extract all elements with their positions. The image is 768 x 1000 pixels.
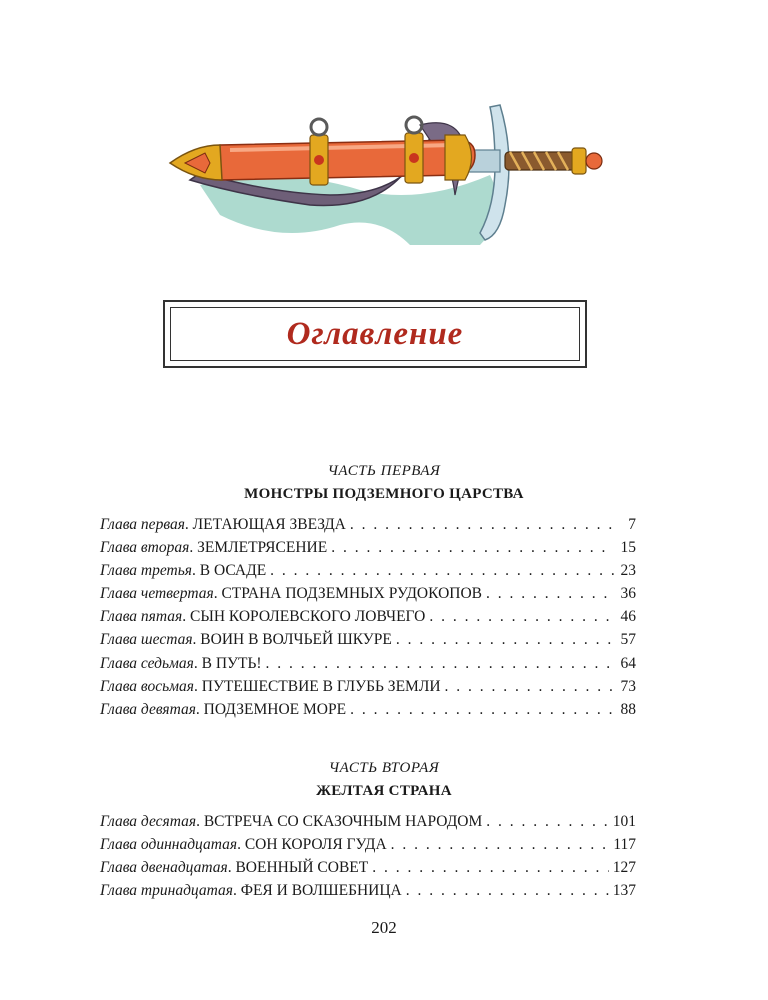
toc-entry[interactable]: Глава девятая . ПОДЗЕМНОЕ МОРЕ . . . 88 (100, 701, 636, 724)
pommel-cap (572, 148, 586, 174)
toc-entry[interactable]: Глава восьмая . ПУТЕШЕСТВИЕ В ГЛУБЬ ЗЕМЛИ . . . 73 (100, 678, 636, 701)
leader-dots (270, 562, 614, 580)
chapter-page: 117 (613, 836, 636, 854)
chapter-title: ЗЕМЛЕТРЯСЕНИЕ (197, 539, 328, 557)
chapter-title: СЫН КОРОЛЕВСКОГО ЛОВЧЕГО (189, 608, 426, 626)
leader-dots (486, 813, 608, 831)
chapter-title: ВСТРЕЧА СО СКАЗОЧНЫМ НАРОДОМ (203, 813, 483, 830)
chapter-title: ЛЕТАЮЩАЯ ЗВЕЗДА (192, 516, 346, 533)
chapter-page: 36 (620, 585, 636, 603)
chapter-title: В ПУТЬ! (201, 654, 262, 672)
chapter-prefix: Глава седьмая (100, 654, 194, 672)
part-1-title: МОНСТРЫ ПОДЗЕМНОГО ЦАРСТВА (244, 486, 524, 502)
leader-dots (331, 539, 614, 557)
page-number: 202 (371, 918, 397, 937)
leader-dots (486, 585, 614, 603)
title-frame (163, 300, 587, 368)
chapter-page: 127 (612, 859, 636, 877)
chapter-title: СОН КОРОЛЯ ГУДА (244, 836, 387, 854)
part-1-label: ЧАСТЬ ПЕРВАЯ (327, 463, 441, 479)
chapter-prefix: Глава одиннадцатая (100, 836, 238, 854)
page-title: Оглавление (286, 315, 464, 352)
chapter-prefix: Глава шестая (100, 631, 193, 649)
title-frame-inner (170, 307, 580, 361)
toc-part-2 (100, 813, 636, 905)
part-2-label: ЧАСТЬ ВТОРАЯ (328, 760, 440, 776)
chapter-prefix: Глава четвертая (100, 585, 214, 603)
toc-entry[interactable]: Глава четвертая . СТРАНА ПОДЗЕМНЫХ РУДОКОПОВ . . . 36 (100, 585, 636, 608)
toc-entry[interactable]: Глава седьмая . В ПУТЬ! . . . 64 (100, 655, 636, 678)
chapter-prefix: Глава первая (100, 516, 185, 533)
toc-part-1 (100, 516, 636, 724)
leader-dots (429, 608, 614, 626)
chapter-page: 137 (612, 882, 636, 900)
chapter-page: 57 (620, 631, 636, 649)
leader-dots (350, 516, 614, 534)
chapter-page: 64 (620, 654, 636, 672)
chapter-page: 23 (620, 562, 636, 580)
chapter-title: ВОИН В ВОЛЧЬЕЙ ШКУРЕ (200, 631, 392, 649)
chapter-prefix: Глава двенадцатая (100, 859, 228, 877)
toc-entry[interactable]: Глава третья . В ОСАДЕ . . . 23 (100, 562, 636, 585)
chapter-page: 101 (612, 813, 636, 830)
chapter-prefix: Глава десятая (100, 813, 197, 830)
toc-entry[interactable]: Глава вторая . ЗЕМЛЕТРЯСЕНИЕ . . . 15 (100, 539, 636, 562)
ring-1 (311, 119, 327, 135)
leader-dots (350, 701, 614, 719)
chapter-title: ФЕЯ И ВОЛШЕБНИЦА (240, 882, 402, 900)
chapter-prefix: Глава девятая (100, 700, 196, 718)
leader-dots (266, 655, 614, 673)
chapter-title: ПУТЕШЕСТВИЕ В ГЛУБЬ ЗЕМЛИ (201, 677, 441, 695)
chapter-title: ПОДЗЕМНОЕ МОРЕ (203, 700, 347, 718)
chapter-page: 46 (620, 608, 636, 626)
chapter-page: 88 (620, 700, 636, 718)
toc-entry[interactable]: Глава десятая . ВСТРЕЧА СО СКАЗОЧНЫМ НАРОДОМ . . . 101 (100, 813, 636, 836)
chapter-prefix: Глава пятая (100, 608, 183, 626)
chapter-page: 7 (628, 516, 636, 533)
chapter-title: ВОЕННЫЙ СОВЕТ (235, 859, 369, 877)
leader-dots (396, 631, 614, 649)
scabbard-throat (445, 135, 472, 180)
sword-illustration (160, 95, 620, 255)
toc-entry[interactable]: Глава шестая . ВОИН В ВОЛЧЬЕЙ ШКУРЕ . . . 57 (100, 631, 636, 654)
band-gem-1 (314, 155, 324, 165)
toc-entry[interactable]: Глава первая . ЛЕТАЮЩАЯ ЗВЕЗДА . . . 7 (100, 516, 636, 539)
chapter-prefix: Глава третья (100, 562, 193, 580)
toc-entry[interactable]: Глава одиннадцатая . СОН КОРОЛЯ ГУДА . . . 117 (100, 836, 636, 859)
chapter-page: 15 (620, 539, 636, 557)
toc-entry[interactable]: Глава пятая . СЫН КОРОЛЕВСКОГО ЛОВЧЕГО . . . 46 (100, 608, 636, 631)
band-gem-2 (409, 153, 419, 163)
part-2-title: ЖЕЛТАЯ СТРАНА (316, 783, 452, 799)
chapter-page: 73 (620, 677, 636, 695)
toc-entry[interactable]: Глава тринадцатая . ФЕЯ И ВОЛШЕБНИЦА . . . 137 (100, 882, 636, 905)
leader-dots (391, 836, 610, 854)
pommel-gem (586, 153, 602, 169)
leader-dots (445, 678, 614, 696)
chapter-title: СТРАНА ПОДЗЕМНЫХ РУДОКОПОВ (221, 585, 483, 603)
chapter-prefix: Глава вторая (100, 539, 190, 557)
chapter-prefix: Глава восьмая (100, 677, 194, 695)
toc-entry[interactable]: Глава двенадцатая . ВОЕННЫЙ СОВЕТ . . . 127 (100, 859, 636, 882)
leader-dots (372, 859, 609, 877)
chapter-prefix: Глава тринадцатая (100, 882, 233, 900)
leader-dots (406, 882, 609, 900)
chapter-title: В ОСАДЕ (199, 562, 267, 580)
